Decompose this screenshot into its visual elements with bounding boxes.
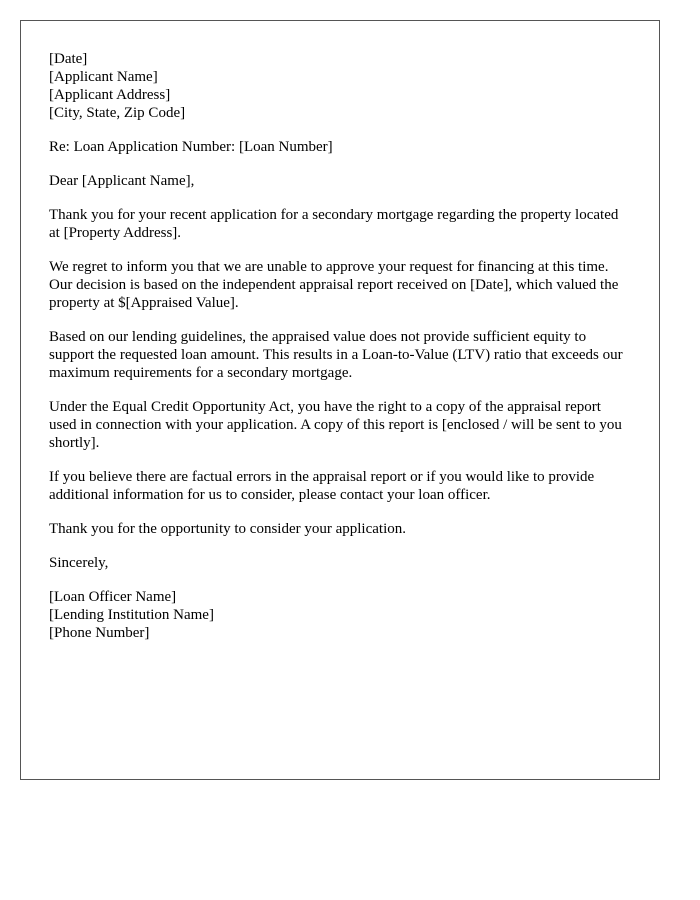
applicant-city-state-zip: [City, State, Zip Code] [49,105,186,121]
applicant-name: [Applicant Name] [49,69,158,85]
body-paragraph-6: Thank you for the opportunity to consider your application. [49,521,407,537]
body-paragraph-2: We regret to inform you that we are unable to approve your request for financing at this time. Our decision is based on the independent appraisal report received on [Date], which valued the property at $[Appraised Value]. [49,259,619,311]
lending-institution-name: [Lending Institution Name] [49,607,214,623]
body-paragraph-5: If you believe there are factual errors in the appraisal report or if you would like to provide additional information for us to consider, please contact your loan officer. [49,469,595,503]
body-paragraph-4: Under the Equal Credit Opportunity Act, you have the right to a copy of the appraisal report used in connection with your application. A copy of this report is [enclosed / will be sent to you shortly]. [49,399,622,451]
loan-officer-name: [Loan Officer Name] [49,589,177,605]
phone-number: [Phone Number] [49,625,150,641]
letter-page [20,20,660,780]
body-paragraph-3: Based on our lending guidelines, the appraised value does not provide sufficient equity to support the requested loan amount. This results in a Loan-to-Value (LTV) ratio that exceeds our maximum requirements for a secondary mortgage. [49,329,623,381]
signature-block [49,588,631,642]
salutation: Dear [Applicant Name], [49,173,195,189]
recipient-block [49,50,631,122]
subject-line: Re: Loan Application Number: [Loan Number] [49,139,333,155]
applicant-address: [Applicant Address] [49,87,171,103]
letter-date: [Date] [49,51,88,67]
body-paragraph-1: Thank you for your recent application for a secondary mortgage regarding the property located at [Property Address]. [49,207,619,241]
closing: Sincerely, [49,555,109,571]
